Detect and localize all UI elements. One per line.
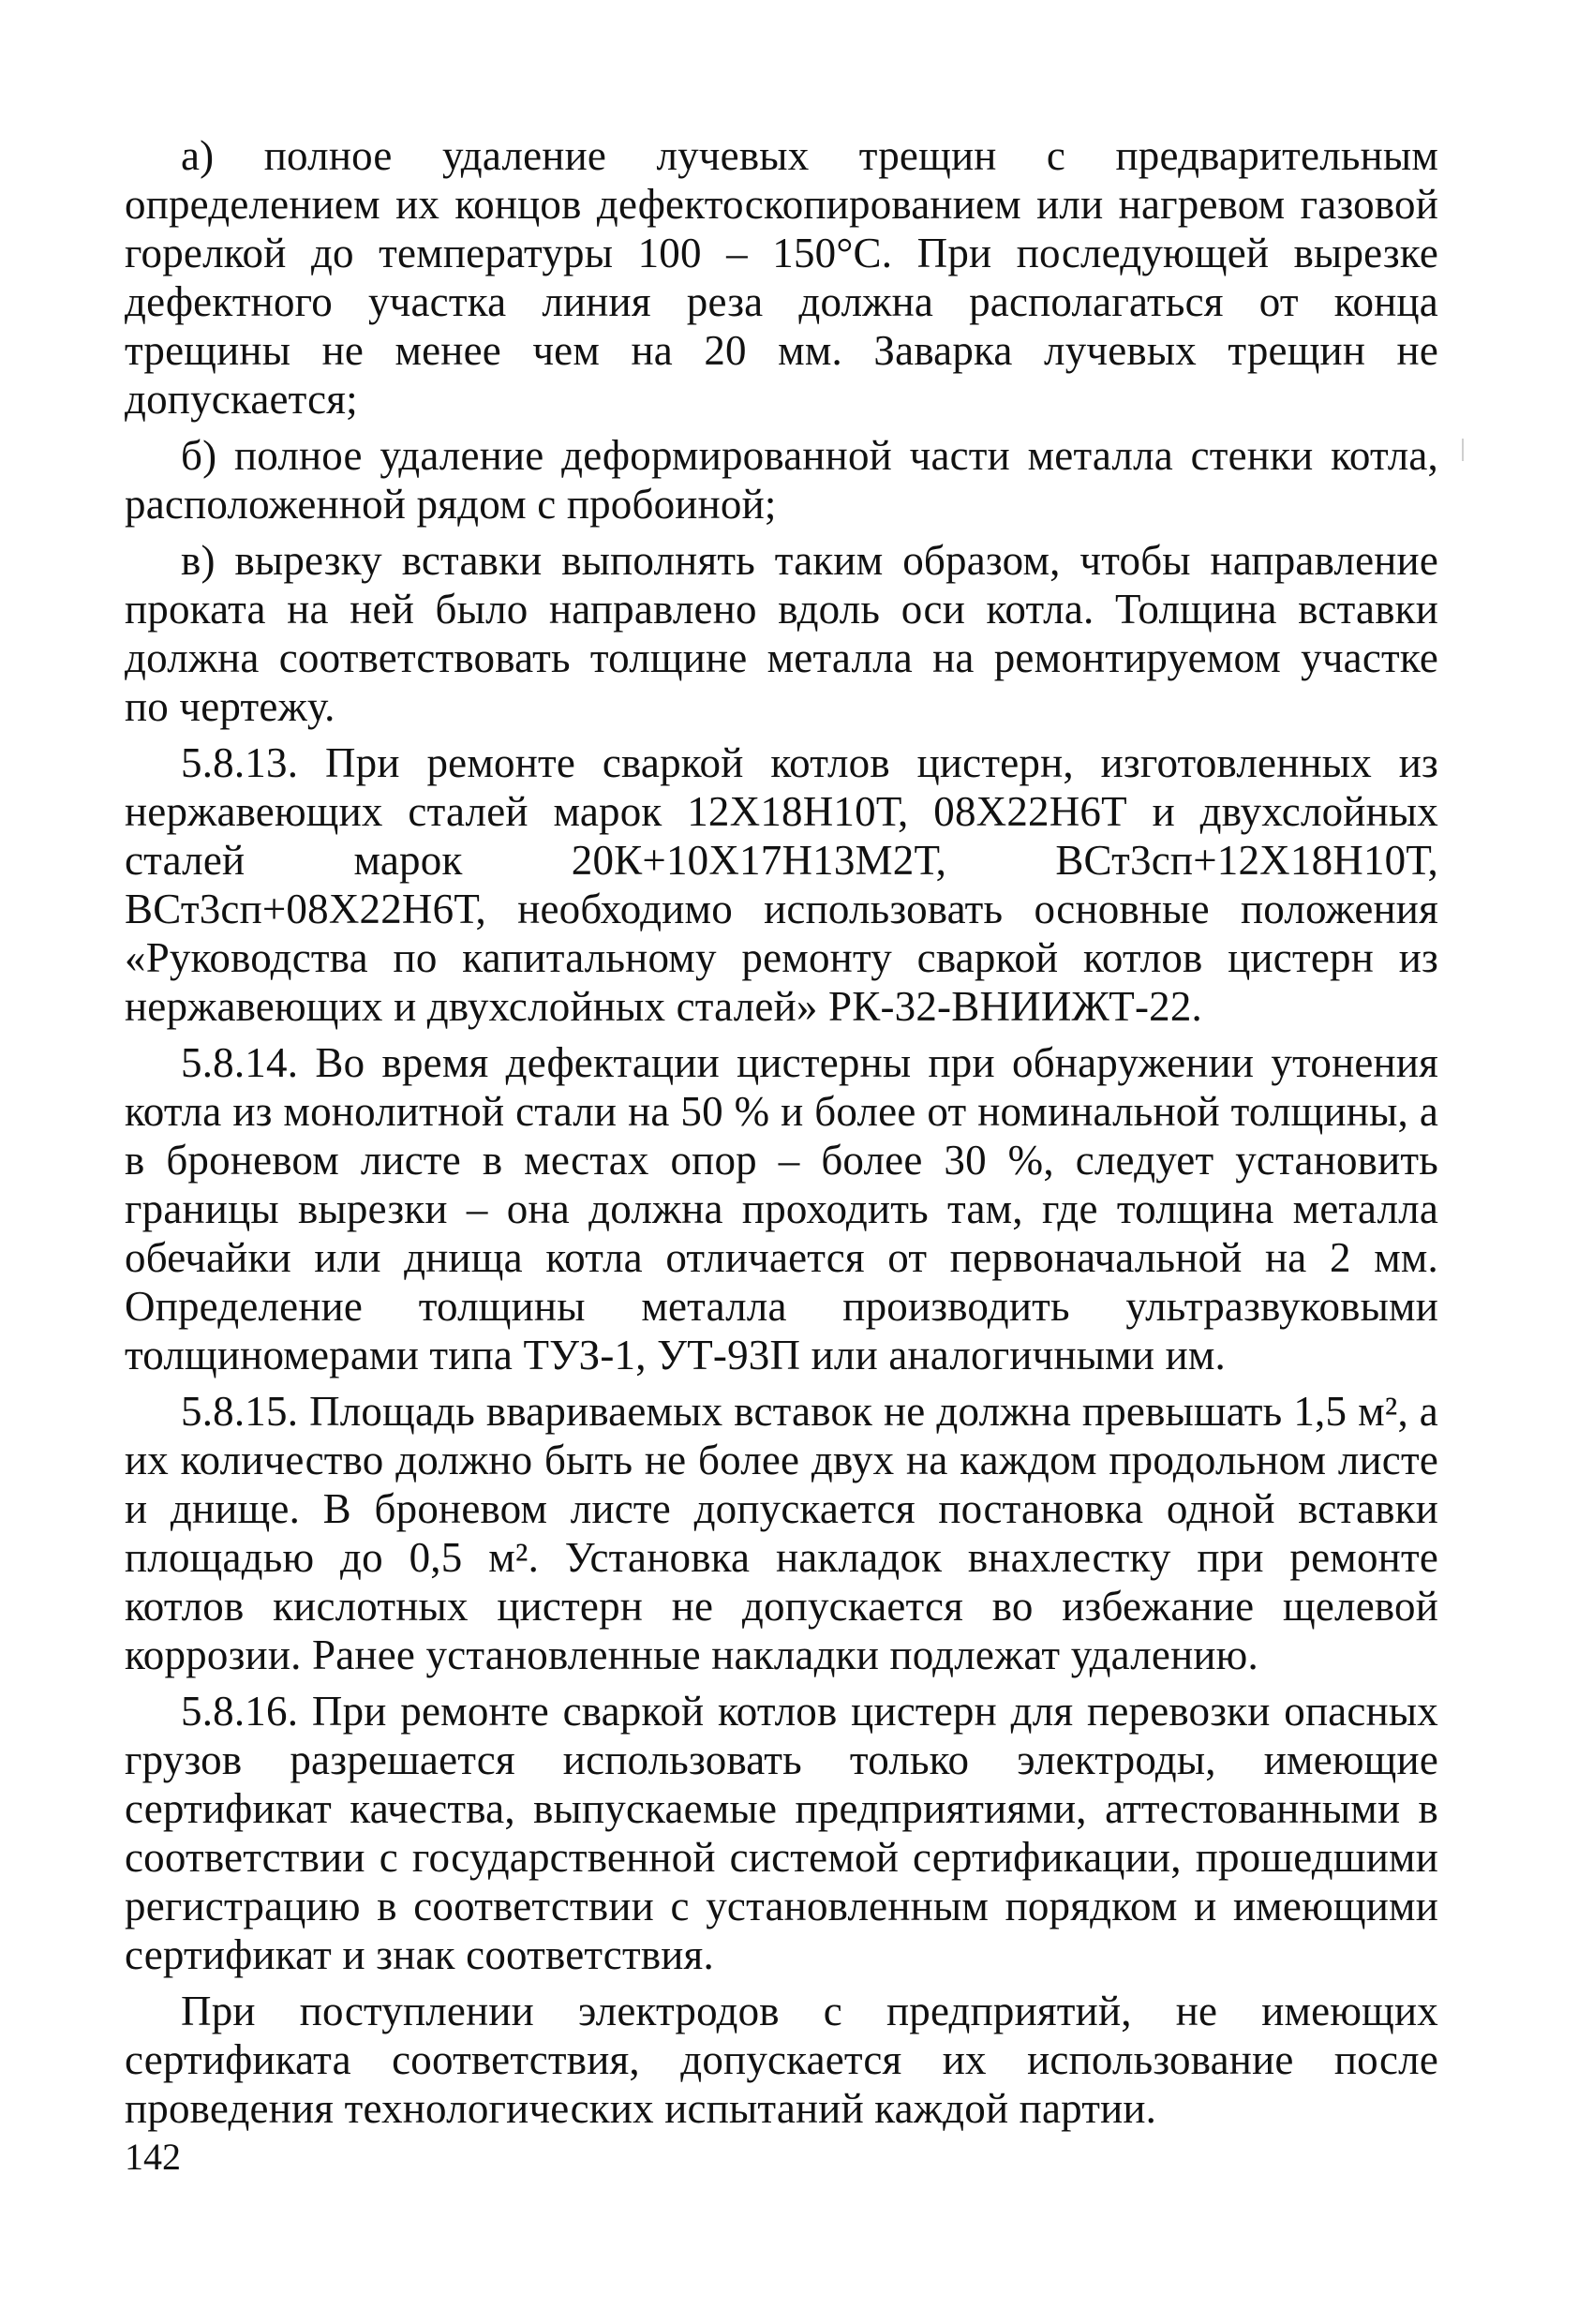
page-number: 142 <box>125 2136 181 2178</box>
body-text <box>125 131 1438 2140</box>
scan-artifact-mark <box>1462 439 1464 461</box>
paragraph-electrodes-without-certificate: При поступлении электродов с предприятий, не имеющих сертификата соответствия, допускается их использование после проведения технологических испытаний каждой партии. <box>125 1988 1438 2132</box>
paragraph-5-8-16: 5.8.16. При ремонте сваркой котлов цистерн для перевозки опасных грузов разрешается использовать только электроды, имеющие сертификат качества, выпускаемые предприятиями, аттестованными в соответствии с государственной системой сертификации, прошедшими регистрацию в соответствии с установленным порядком и имеющими сертификат и знак соответствия. <box>125 1688 1438 1978</box>
paragraph-5-8-14: 5.8.14. Во время дефектации цистерны при обнаружении утонения котла из монолитной стали на 50 % и более от номинальной толщины, а в броневом листе в местах опор – более 30 %, следует установить границы вырезки – она должна проходить там, где толщина металла обечайки или днища котла отличается от первоначальной на 2 мм. Определение толщины металла производить ультразвуковыми толщиномерами типа ТУЗ-1, УТ-93П или аналогичными им. <box>125 1039 1438 1378</box>
paragraph-5-8-13: 5.8.13. При ремонте сваркой котлов цистерн, изготовленных из нержавеющих сталей марок 12Х18Н10Т, 08Х22Н6Т и двухслойных сталей марок 20К+10Х17Н13М2Т, ВСт3сп+12Х18Н10Т, ВСт3сп+08Х22Н6Т, необходимо использовать основные положения «Руководства по капитальному ремонту сваркой котлов цистерн из нержавеющих и двухслойных сталей» РК-32-ВНИИЖТ-22. <box>125 739 1438 1030</box>
paragraph-insert-cutting: в) вырезку вставки выполнять таким образом, чтобы направление проката на ней было направлено вдоль оси котла. Толщина вставки должна соответствовать толщине металла на ремонтируемом участке по чертежу. <box>125 537 1438 730</box>
paragraph-deformed-metal-removal: б) полное удаление деформированной части металла стенки котла, расположенной рядом с пробоиной; <box>125 432 1438 528</box>
paragraph-5-8-15: 5.8.15. Площадь ввариваемых вставок не должна превышать 1,5 м², а их количество должно быть не более двух на каждом продольном листе и днище. В броневом листе допускается постановка одной вставки площадью до 0,5 м². Установка накладок внахлестку при ремонте котлов кислотных цистерн не допускается во избежание щелевой коррозии. Ранее установленные накладки подлежат удалению. <box>125 1388 1438 1678</box>
paragraph-beam-cracks-removal: а) полное удаление лучевых трещин с предварительным определением их концов дефектоскопированием или нагревом газовой горелкой до температуры 100 – 150°С. При последующей вырезке дефектного участка линия реза должна располагаться от конца трещины не менее чем на 20 мм. Заварка лучевых трещин не допускается; <box>125 132 1438 423</box>
